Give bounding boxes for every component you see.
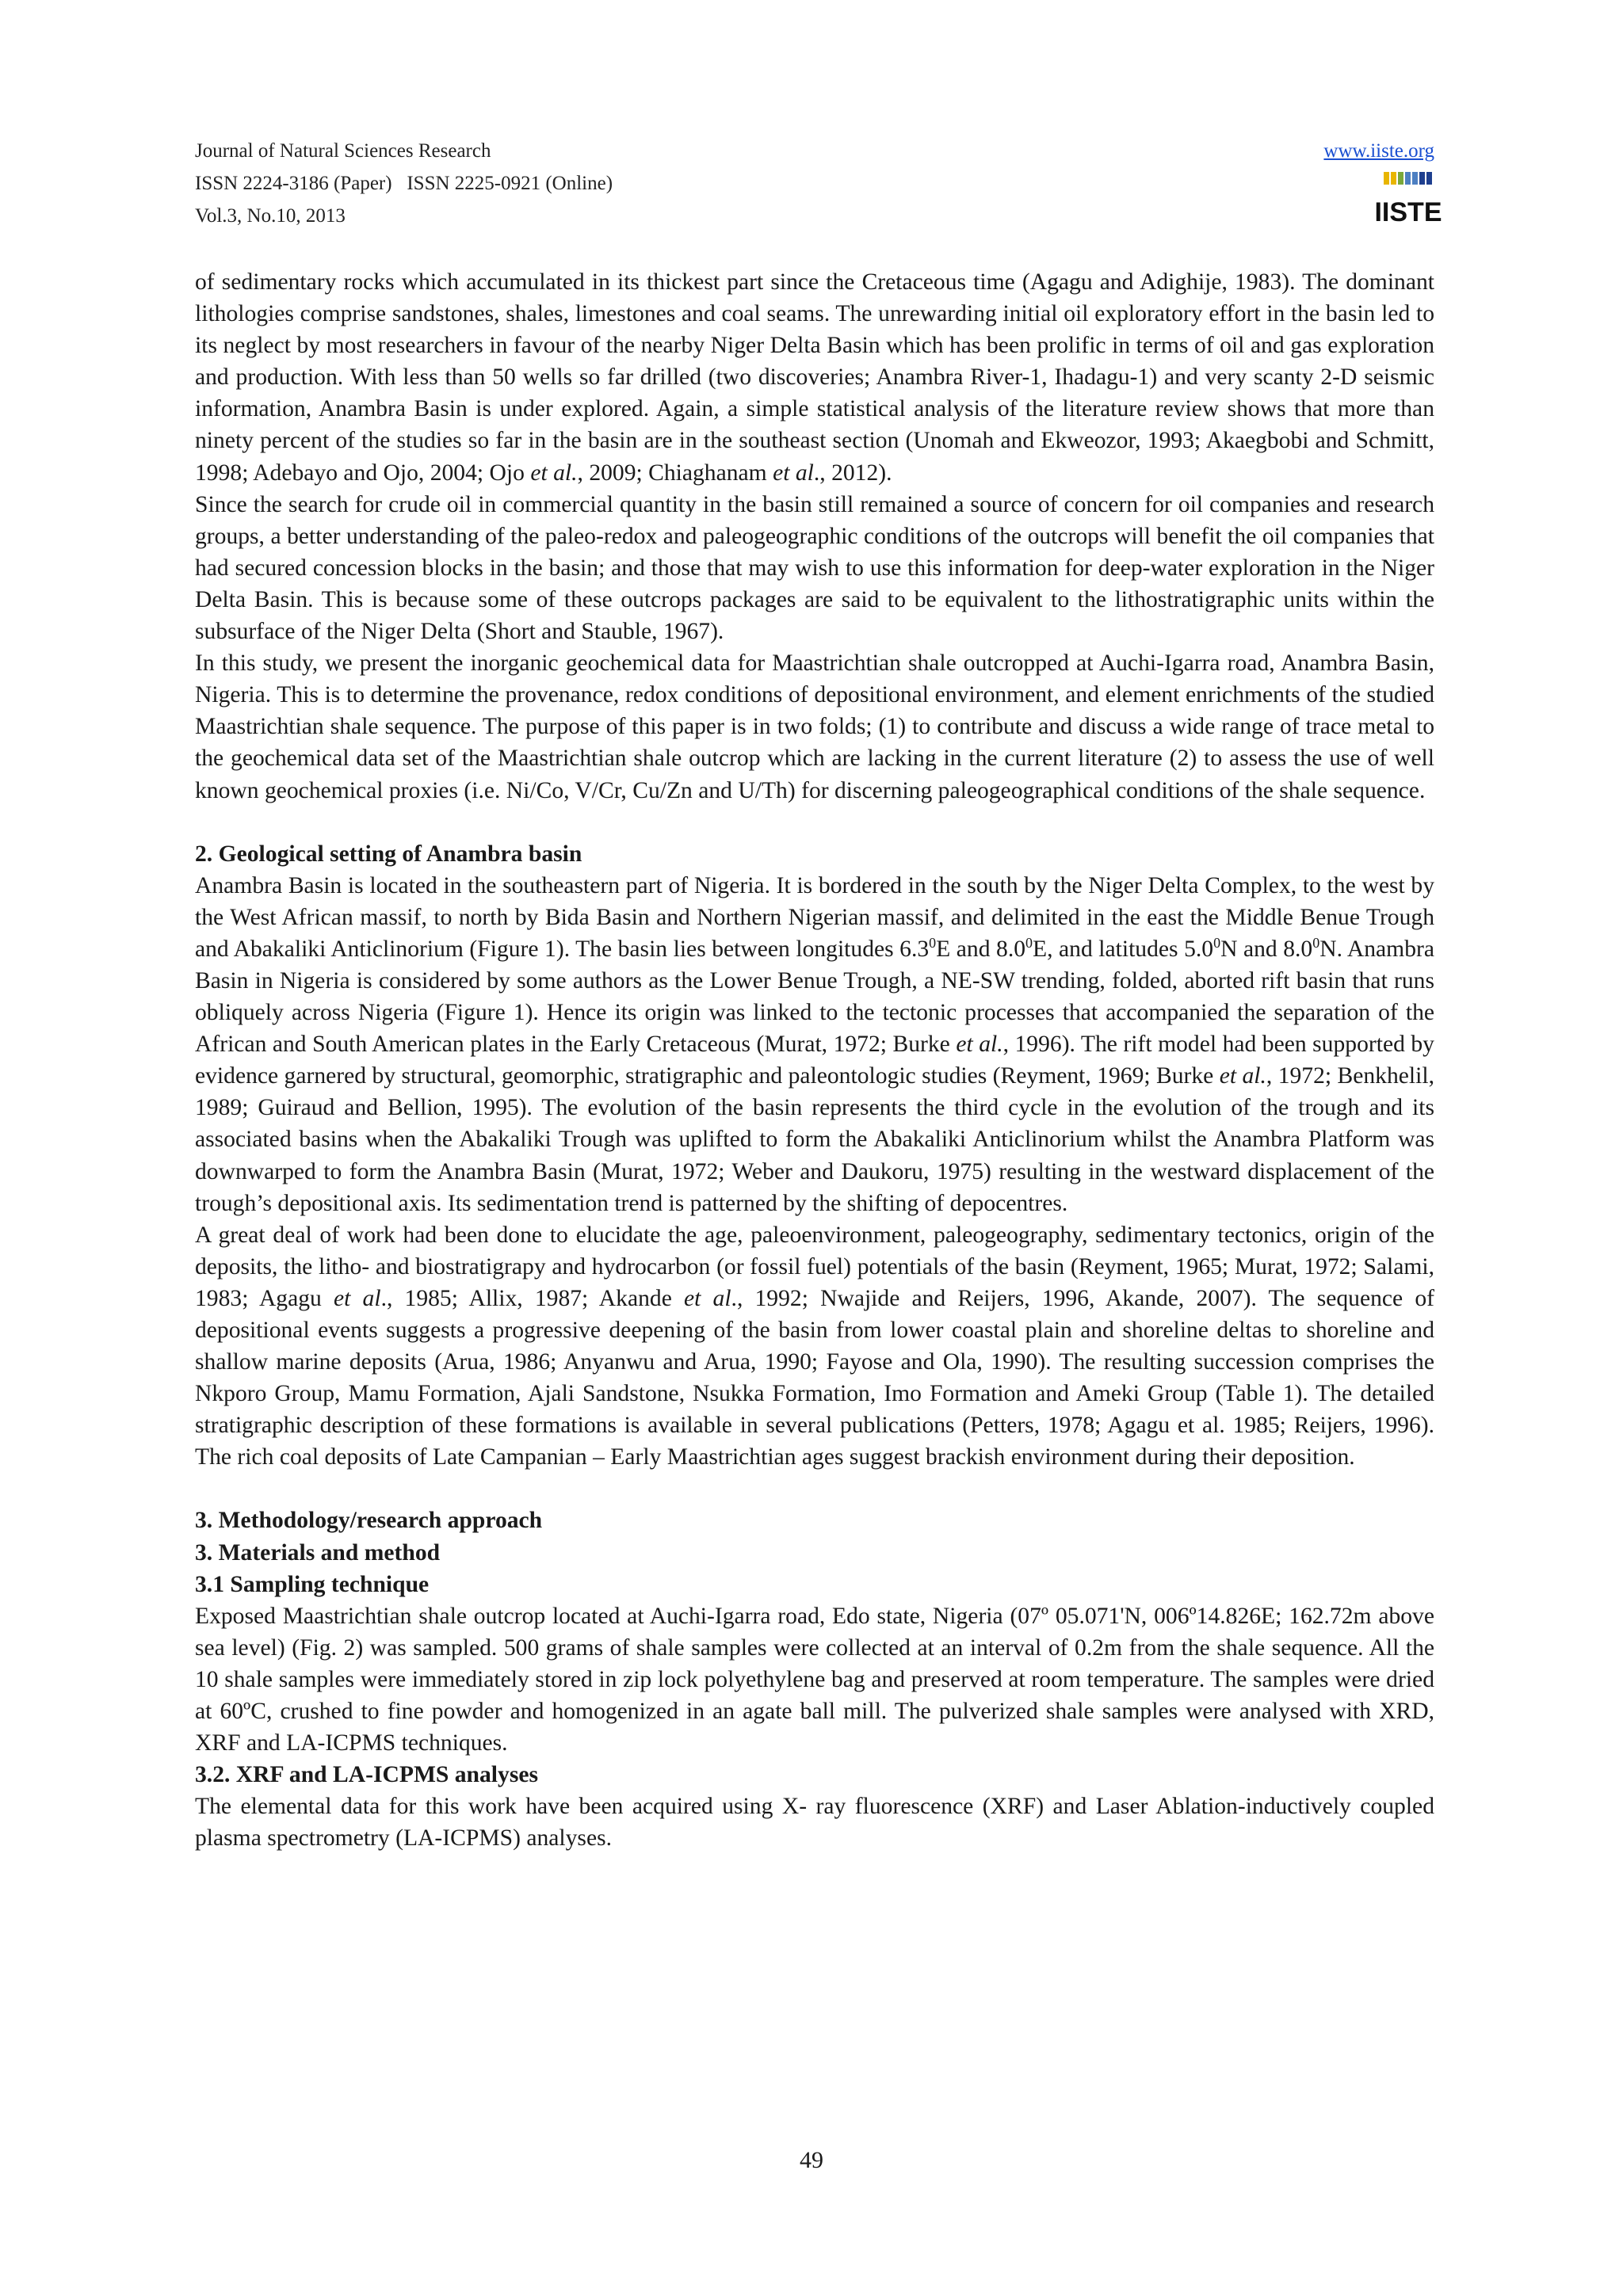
page-number: 49 [800, 2147, 823, 2173]
section-heading-methodology: 3. Methodology/research approach [195, 1508, 543, 1534]
article-body [195, 266, 1434, 1855]
paragraph-search: Since the search for crude oil in commercial quantity in the basin still remained a source of concern for oil companies and research groups, a better understanding of the paleo-redox and paleogeographic conditions of the outcrops will benefit the oil companies that had secured concession blocks in the basin; and those that may wish to use this information for deep-water exploration in the Niger Delta Basin. This is because some of these outcrops packages are said to be equivalent to the lithostratigraphic units within the subsurface of the Niger Delta (Short and Stauble, 1967). [195, 491, 1434, 645]
logo-text: IISTE [1374, 197, 1442, 227]
subsection-heading-xrf: 3.2. XRF and LA-ICPMS analyses [195, 1762, 538, 1788]
journal-title: Journal of Natural Sciences Research [195, 140, 491, 162]
paragraph-work: A great deal of work had been done to elucidate the age, paleoenvironment, paleogeography, sedimentary tectonics, origin of the deposits, the litho- and biostratigrapy and hydrocarbon (or fossil fuel) potentials of the basin (Reyment, 1965; Murat, 1972; Salami, 1983; Agagu et al., 1985; Allix, 1987; Akande et al., 1992; Nwajide and Reijers, 1996, Akande, 2007). The sequence of depositional events suggests a progressive deepening of the basin from lower coastal plain and shoreline deltas to shoreline and shallow marine deposits (Arua, 1986; Anyanwu and Arua, 1990; Fayose and Ola, 1990). The resulting succession comprises the Nkporo Group, Mamu Formation, Ajali Sandstone, Nsukka Formation, Imo Formation and Ameki Group (Table 1). The detailed stratigraphic description of these formations is available in several publications (Petters, 1978; Agagu et al. 1985; Reijers, 1996). The rich coal deposits of Late Campanian – Early Maastrichtian ages suggest brackish environment during their deposition. [195, 1222, 1434, 1470]
paragraph-study: In this study, we present the inorganic geochemical data for Maastrichtian shale outcropped at Auchi-Igarra road, Anambra Basin, Nigeria. This is to determine the provenance, redox conditions of depositional environment, and element enrichments of the studied Maastrichtian shale sequence. The purpose of this paper is in two folds; (1) to contribute and discuss a wide range of trace metal to the geochemical data set of the Maastrichtian shale outcrop which are lacking in the current literature (2) to assess the use of well known geochemical proxies (i.e. Ni/Co, V/Cr, Cu/Zn and U/Th) for discerning paleogeographical conditions of the shale sequence. [195, 650, 1434, 803]
website-link[interactable]: www.iiste.org [1323, 140, 1434, 162]
paragraph-xrf: The elemental data for this work have been acquired using X- ray fluorescence (XRF) and Laser Ablation-inductively coupled plasma spectrometry (LA-ICPMS) analyses. [195, 1794, 1434, 1852]
paragraph-intro: of sedimentary rocks which accumulated in its thickest part since the Cretaceous time (Agagu and Adighije, 1983). The dominant lithologies comprise sandstones, shales, limestones and coal seams. The unrewarding initial oil exploratory effort in the basin led to its neglect by most researchers in favour of the nearby Niger Delta Basin which has been prolific in terms of oil and gas exploration and production. With less than 50 wells so far drilled (two discoveries; Anambra River-1, Ihadagu-1) and very scanty 2-D seismic information, Anambra Basin is under explored. Again, a simple statistical analysis of the literature review shows that more than ninety percent of the studies so far in the basin are in the southeast section (Unomah and Ekweozor, 1993; Akaegbobi and Schmitt, 1998; Adebayo and Ojo, 2004; Ojo et al., 2009; Chiaghanam et al., 2012). [195, 269, 1434, 486]
issn-line: ISSN 2224-3186 (Paper) ISSN 2225-0921 (Online) [195, 173, 613, 194]
section-heading-geology: 2. Geological setting of Anambra basin [195, 841, 582, 867]
section-heading-materials: 3. Materials and method [195, 1539, 441, 1566]
page-header [195, 135, 1442, 238]
paragraph-sampling: Exposed Maastrichtian shale outcrop located at Auchi-Igarra road, Edo state, Nigeria (07º 05.071'N, 006º14.826E; 162.72m above sea level) (Fig. 2) was sampled. 500 grams of shale samples were collected at an interval of 0.2m from the shale sequence. All the 10 shale samples were immediately stored in zip lock polyethylene bag and preserved at room temperature. The samples were dried at 60ºC, crushed to fine powder and homogenized in an agate ball mill. The pulverized shale samples were analysed with XRD, XRF and LA-ICPMS techniques. [195, 1603, 1434, 1756]
iiste-logo [1374, 170, 1442, 235]
journal-info [195, 135, 613, 232]
volume-line: Vol.3, No.10, 2013 [195, 205, 346, 227]
paragraph-geology: Anambra Basin is located in the southeastern part of Nigeria. It is bordered in the south by the Niger Delta Complex, to the west by the West African massif, to north by Bida Basin and Northern Nigerian massif, and delimited in the east the Middle Benue Trough and Abakaliki Anticlinorium (Figure 1). The basin lies between longitudes $6.3^0E$ and $8.0^0E$, and latitudes $5.0^0N$ and $8.0^0N$. Anambra Basin in Nigeria is considered by some authors as the Lower Benue Trough, a NE-SW trending, folded, aborted rift basin that runs obliquely across Nigeria (Figure 1). Hence its origin was linked to the tectonic processes that accompanied the separation of the African and South American plates in the Early Cretaceous (Murat, 1972; Burke et al., 1996). The rift model had been supported by evidence garnered by structural, geomorphic, stratigraphic and paleontologic studies (Reyment, 1969; Burke et al., 1972; Benkhelil, 1989; Guiraud and Bellion, 1995). The evolution of the basin represents the third cycle in the evolution of the trough and its associated basins when the Abakaliki Trough was uplifted to form the Abakaliki Anticlinorium whilst the Anambra Platform was downwarped to form the Anambra Basin (Murat, 1972; Weber and Daukoru, 1975) resulting in the westward displacement of the trough’s depositional axis. Its sedimentation trend is patterned by the shifting of depocentres. [195, 872, 1434, 1216]
subsection-heading-sampling: 3.1 Sampling technique [195, 1571, 430, 1597]
